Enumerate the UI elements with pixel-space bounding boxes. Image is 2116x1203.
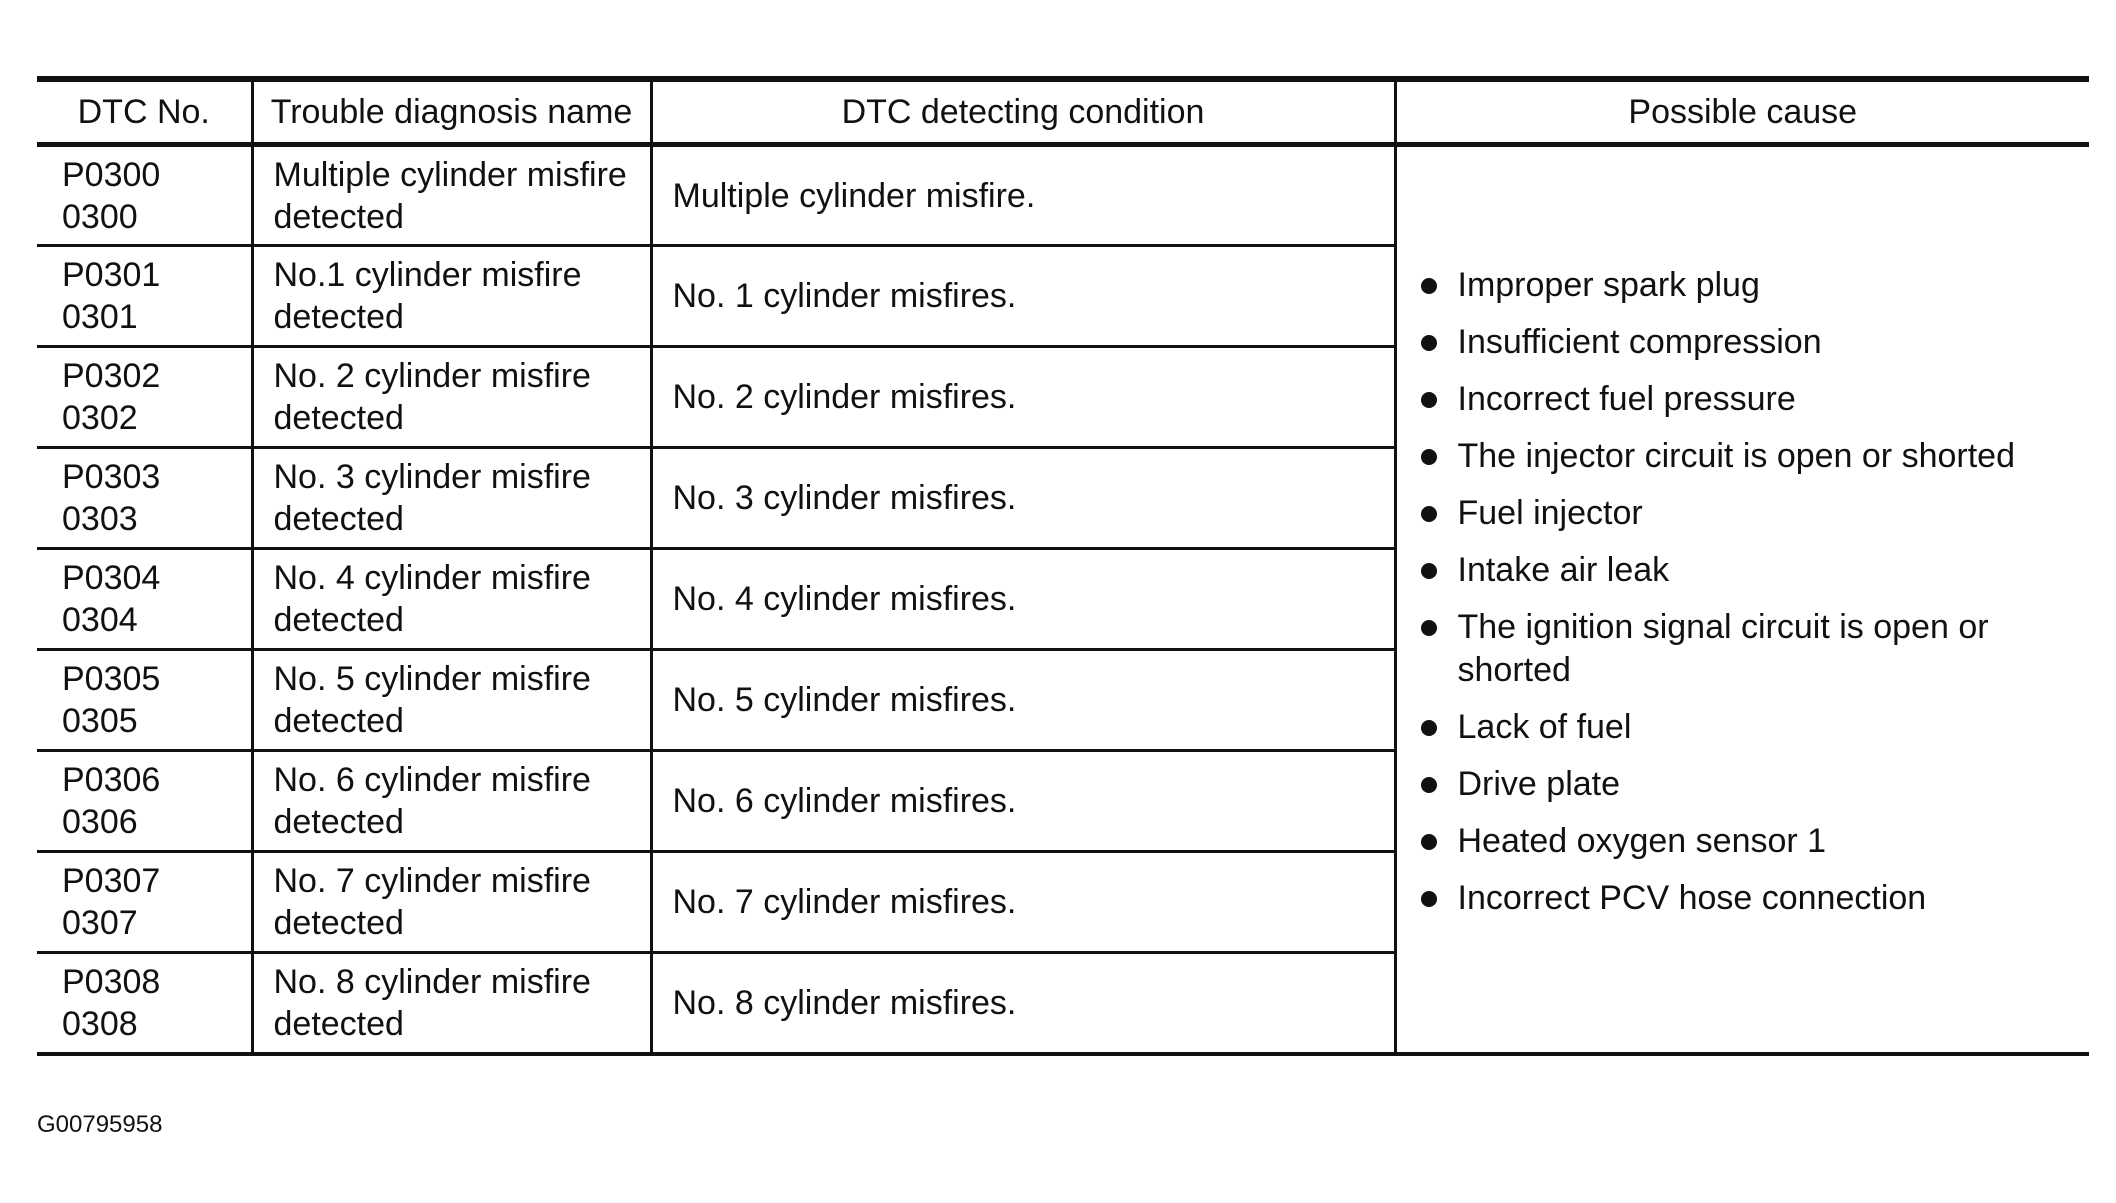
list-item (1421, 763, 2070, 806)
cause-text: The injector circuit is open or shorted (1457, 437, 2015, 476)
dtc-code-short: 0308 (62, 1004, 138, 1043)
diagnosis-name-cell (252, 448, 651, 549)
diagnosis-name-line: detected (273, 197, 404, 236)
detecting-condition-cell: No. 1 cylinder misfires. (651, 246, 1395, 347)
diagnosis-name-cell (252, 751, 651, 852)
diagnosis-name-cell (252, 650, 651, 751)
list-item (1421, 877, 2070, 920)
dtc-code: P0307 (62, 862, 161, 900)
bullet-icon (1421, 720, 1437, 736)
figure-id: G00795958 (37, 1111, 163, 1138)
list-item (1421, 378, 2070, 421)
dtc-code: P0304 (62, 559, 161, 597)
diagnosis-name-line: No. 8 cylinder misfire (273, 962, 591, 1001)
dtc-table (37, 76, 2089, 1056)
dtc-code-cell (37, 145, 252, 246)
diagnosis-name-cell (252, 852, 651, 953)
diagnosis-name-line: detected (273, 500, 404, 538)
dtc-code-cell (37, 246, 252, 347)
diagnosis-name-line: detected (273, 803, 404, 841)
bullet-icon (1421, 392, 1437, 408)
cause-text: Intake air leak (1457, 551, 1670, 590)
bullet-icon (1421, 278, 1437, 294)
detecting-condition-cell: Multiple cylinder misfire. (651, 145, 1395, 246)
table-row (37, 145, 2089, 246)
diagnosis-name-line: Multiple cylinder misfire (273, 155, 627, 194)
diagnosis-name-cell (252, 549, 651, 650)
detecting-condition-cell: No. 5 cylinder misfires. (651, 650, 1395, 751)
dtc-code: P0306 (62, 761, 161, 799)
dtc-code-short: 0305 (62, 702, 138, 740)
dtc-code-short: 0304 (62, 601, 138, 639)
dtc-code: P0305 (62, 660, 161, 698)
cause-text: Heated oxygen sensor 1 (1457, 822, 1827, 861)
dtc-code-cell (37, 549, 252, 650)
dtc-code: P0302 (62, 357, 161, 395)
diagnosis-name-line: No. 2 cylinder misfire (273, 357, 591, 395)
cause-text: Drive plate (1457, 765, 1621, 804)
bullet-icon (1421, 891, 1437, 907)
header-possible-cause: Possible cause (1395, 79, 2089, 145)
diagnosis-name-cell (252, 953, 651, 1054)
dtc-code-short: 0301 (62, 298, 138, 336)
dtc-code-short: 0307 (62, 904, 138, 942)
diagnosis-name-line: No.1 cylinder misfire (273, 256, 582, 294)
list-item (1421, 606, 2070, 692)
list-item (1421, 706, 2070, 749)
dtc-code-cell (37, 953, 252, 1054)
diagnosis-name-line: detected (273, 904, 404, 942)
dtc-code-cell (37, 650, 252, 751)
dtc-code-cell (37, 852, 252, 953)
diagnosis-name-line: detected (273, 702, 404, 740)
diagnosis-name-line: No. 4 cylinder misfire (273, 559, 591, 597)
list-item (1421, 492, 2070, 535)
detecting-condition-cell: No. 6 cylinder misfires. (651, 751, 1395, 852)
diagnosis-name-cell (252, 145, 651, 246)
dtc-code-short: 0303 (62, 500, 138, 538)
detecting-condition-cell: No. 7 cylinder misfires. (651, 852, 1395, 953)
bullet-icon (1421, 834, 1437, 850)
diagnosis-name-line: detected (273, 298, 404, 336)
detecting-condition-cell: No. 8 cylinder misfires. (651, 953, 1395, 1054)
diagnosis-name-line: detected (273, 601, 404, 639)
cause-text: The ignition signal circuit is open or shorted (1457, 608, 1989, 690)
header-dtc-detecting-condition: DTC detecting condition (651, 79, 1395, 145)
detecting-condition-cell: No. 2 cylinder misfires. (651, 347, 1395, 448)
dtc-code-cell (37, 751, 252, 852)
bullet-icon (1421, 620, 1437, 636)
diagnosis-name-line: No. 7 cylinder misfire (273, 862, 591, 900)
list-item (1421, 820, 2070, 863)
dtc-code-short: 0306 (62, 803, 138, 841)
header-dtc-no: DTC No. (37, 79, 252, 145)
possible-cause-cell (1395, 145, 2089, 1054)
list-item (1421, 264, 2070, 307)
dtc-code: P0300 (62, 155, 161, 194)
diagnosis-name-line: detected (273, 1004, 404, 1043)
list-item (1421, 321, 2070, 364)
bullet-icon (1421, 449, 1437, 465)
cause-text: Incorrect fuel pressure (1457, 380, 1796, 419)
table-header-row (37, 79, 2089, 145)
list-item (1421, 435, 2070, 478)
bullet-icon (1421, 563, 1437, 579)
cause-text: Incorrect PCV hose connection (1457, 879, 1927, 918)
header-trouble-diagnosis-name: Trouble diagnosis name (252, 79, 651, 145)
list-item (1421, 549, 2070, 592)
dtc-code: P0308 (62, 962, 161, 1001)
bullet-icon (1421, 335, 1437, 351)
bullet-icon (1421, 777, 1437, 793)
dtc-code-short: 0300 (62, 197, 138, 236)
dtc-code: P0301 (62, 256, 161, 294)
bullet-icon (1421, 506, 1437, 522)
dtc-code-short: 0302 (62, 399, 138, 437)
dtc-code-cell (37, 347, 252, 448)
diagnosis-name-cell (252, 246, 651, 347)
possible-cause-list (1421, 264, 2070, 920)
dtc-code: P0303 (62, 458, 161, 496)
diagnosis-name-line: No. 5 cylinder misfire (273, 660, 591, 698)
detecting-condition-cell: No. 3 cylinder misfires. (651, 448, 1395, 549)
cause-text: Lack of fuel (1457, 708, 1632, 747)
cause-text: Improper spark plug (1457, 266, 1760, 305)
detecting-condition-cell: No. 4 cylinder misfires. (651, 549, 1395, 650)
diagnosis-name-cell (252, 347, 651, 448)
cause-text: Fuel injector (1457, 494, 1643, 533)
diagnosis-name-line: No. 6 cylinder misfire (273, 761, 591, 799)
cause-text: Insufficient compression (1457, 323, 1822, 362)
diagnosis-name-line: detected (273, 399, 404, 437)
diagnosis-name-line: No. 3 cylinder misfire (273, 458, 591, 496)
dtc-code-cell (37, 448, 252, 549)
